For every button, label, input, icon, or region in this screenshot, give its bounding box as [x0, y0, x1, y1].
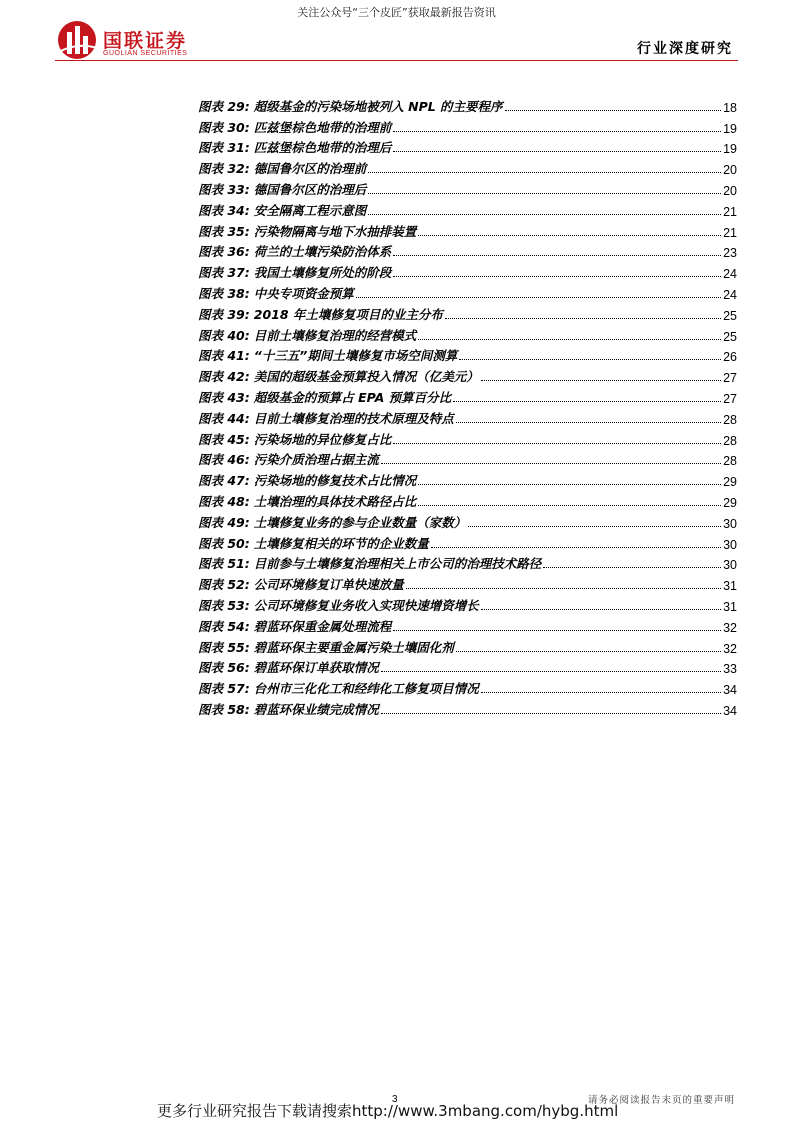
top-note: 关注公众号“三个皮匠”获取最新报告资讯: [297, 6, 496, 19]
toc-page-number: 25: [723, 308, 737, 323]
toc-page-number: 27: [723, 391, 737, 406]
toc-figure-label: 图表 50:: [198, 535, 250, 551]
toc-figure-title: 我国土壤修复所处的阶段: [253, 265, 392, 281]
toc-row[interactable]: [198, 323, 737, 344]
toc-page-number: 34: [723, 683, 737, 698]
toc-figure-title: 目前土壤修复治理的技术原理及特点: [253, 410, 454, 426]
toc-figure-title: 中央专项资金预算: [253, 285, 354, 301]
toc-row[interactable]: [198, 385, 737, 406]
toc-page-number: 25: [723, 329, 737, 344]
toc-row[interactable]: [198, 177, 737, 198]
toc-page-number: 19: [723, 121, 737, 136]
toc-dot-leader: [481, 609, 721, 610]
toc-page-number: 20: [723, 183, 737, 198]
toc-dot-leader: [393, 255, 721, 256]
toc-figure-label: 图表 43:: [198, 389, 250, 405]
report-category: 行业深度研究: [637, 41, 733, 57]
brand-name-en: GUOLIAN SECURITIES: [103, 50, 188, 57]
toc-row[interactable]: [198, 697, 737, 718]
toc-figure-label: 图表 29:: [198, 98, 250, 114]
toc-dot-leader: [456, 422, 721, 423]
toc-row[interactable]: [198, 635, 737, 656]
toc-figure-label: 图表 35:: [198, 223, 250, 239]
toc-row[interactable]: [198, 572, 737, 593]
toc-figure-title: 德国鲁尔区的治理前: [253, 161, 367, 177]
toc-figure-label: 图表 39:: [198, 306, 250, 322]
toc-row[interactable]: [198, 552, 737, 573]
toc-page-number: 27: [723, 371, 737, 386]
toc-figure-label: 图表 49:: [198, 514, 250, 530]
toc-dot-leader: [543, 567, 721, 568]
toc-page-number: 24: [723, 267, 737, 282]
toc-dot-leader: [431, 547, 721, 548]
toc-page-number: 31: [723, 599, 737, 614]
toc-page-number: 20: [723, 163, 737, 178]
toc-row[interactable]: [198, 448, 737, 469]
toc-page-number: 32: [723, 641, 737, 656]
toc-row[interactable]: [198, 281, 737, 302]
toc-page-number: 29: [723, 475, 737, 490]
toc-dot-leader: [393, 630, 721, 631]
toc-figure-title: 土壤修复相关的环节的企业数量: [253, 535, 429, 551]
toc-page-number: 33: [723, 662, 737, 677]
toc-figure-title: 德国鲁尔区的治理后: [253, 181, 367, 197]
toc-dot-leader: [418, 505, 721, 506]
toc-page-number: 23: [723, 246, 737, 261]
toc-figure-label: 图表 55:: [198, 639, 250, 655]
toc-page-number: 32: [723, 620, 737, 635]
toc-page-number: 30: [723, 558, 737, 573]
toc-figure-label: 图表 37:: [198, 265, 250, 281]
toc-row[interactable]: [198, 593, 737, 614]
toc-figure-label: 图表 44:: [198, 410, 250, 426]
toc-row[interactable]: [198, 489, 737, 510]
toc-page-number: 19: [723, 142, 737, 157]
toc-dot-leader: [381, 671, 721, 672]
toc-dot-leader: [393, 443, 721, 444]
page-number: 3: [392, 1094, 398, 1105]
toc-figure-title: 公司环境修复订单快速放量: [253, 577, 404, 593]
toc-row[interactable]: [198, 156, 737, 177]
figure-list: [198, 94, 737, 718]
brand-logo-mark: [55, 18, 99, 62]
brand-name-cn: 国联证券: [103, 30, 188, 52]
toc-figure-title: 超级基金的预算占 EPA 预算百分比: [253, 389, 452, 405]
toc-figure-title: 碧蓝环保业绩完成情况: [253, 701, 379, 717]
toc-dot-leader: [456, 651, 721, 652]
toc-dot-leader: [393, 131, 721, 132]
toc-figure-label: 图表 52:: [198, 577, 250, 593]
toc-figure-label: 图表 40:: [198, 327, 250, 343]
toc-page-number: 21: [723, 225, 737, 240]
toc-figure-label: 图表 47:: [198, 473, 250, 489]
toc-figure-title: 荷兰的土壤污染防治体系: [253, 244, 392, 260]
toc-page-number: 30: [723, 537, 737, 552]
toc-page-number: 28: [723, 433, 737, 448]
toc-figure-label: 图表 58:: [198, 701, 250, 717]
toc-figure-label: 图表 48:: [198, 493, 250, 509]
toc-page-number: 29: [723, 495, 737, 510]
toc-dot-leader: [481, 380, 721, 381]
toc-row[interactable]: [198, 302, 737, 323]
brand-logo: [55, 18, 215, 62]
toc-row[interactable]: [198, 219, 737, 240]
toc-dot-leader: [393, 276, 721, 277]
toc-figure-title: 公司环境修复业务收入实现快速增资增长: [253, 597, 479, 613]
toc-page-number: 18: [723, 100, 737, 115]
toc-row[interactable]: [198, 510, 737, 531]
toc-figure-label: 图表 51:: [198, 556, 250, 572]
footer-disclaimer: 请务必阅读报告末页的重要声明: [587, 1095, 735, 1106]
toc-figure-label: 图表 56:: [198, 660, 250, 676]
toc-row[interactable]: [198, 427, 737, 448]
toc-figure-label: 图表 38:: [198, 285, 250, 301]
toc-dot-leader: [418, 484, 721, 485]
toc-figure-title: 污染场地的异位修复占比: [253, 431, 392, 447]
toc-dot-leader: [418, 339, 721, 340]
toc-row[interactable]: [198, 468, 737, 489]
toc-dot-leader: [418, 235, 721, 236]
toc-figure-title: 匹兹堡棕色地带的治理前: [253, 119, 392, 135]
toc-figure-label: 图表 54:: [198, 618, 250, 634]
toc-dot-leader: [381, 713, 721, 714]
toc-page-number: 28: [723, 412, 737, 427]
toc-figure-title: 美国的超级基金预算投入情况（亿美元）: [253, 369, 479, 385]
toc-dot-leader: [393, 151, 721, 152]
toc-page-number: 30: [723, 516, 737, 531]
toc-page-number: 26: [723, 350, 737, 365]
toc-row[interactable]: [198, 614, 737, 635]
toc-row[interactable]: [198, 364, 737, 385]
toc-figure-label: 图表 32:: [198, 161, 250, 177]
toc-row[interactable]: [198, 344, 737, 365]
header-divider: [55, 60, 738, 61]
toc-figure-title: “十三五”期间土壤修复市场空间测算: [253, 348, 458, 364]
toc-row[interactable]: [198, 406, 737, 427]
toc-figure-label: 图表 45:: [198, 431, 250, 447]
toc-figure-title: 污染介质治理占据主流: [253, 452, 379, 468]
toc-dot-leader: [368, 193, 721, 194]
toc-figure-title: 2018 年土壤修复项目的业主分布: [253, 306, 443, 322]
toc-row[interactable]: [198, 260, 737, 281]
toc-figure-title: 匹兹堡棕色地带的治理后: [253, 140, 392, 156]
toc-figure-title: 超级基金的污染场地被列入 NPL 的主要程序: [253, 98, 503, 114]
footer-promo-text: 更多行业研究报告下载请搜索http://www.3mbang.com/hybg.html: [157, 1102, 619, 1120]
toc-figure-title: 目前土壤修复治理的经营模式: [253, 327, 417, 343]
toc-figure-label: 图表 46:: [198, 452, 250, 468]
toc-page-number: 21: [723, 204, 737, 219]
toc-row[interactable]: [198, 656, 737, 677]
toc-figure-title: 碧蓝环保重金属处理流程: [253, 618, 392, 634]
toc-figure-label: 图表 31:: [198, 140, 250, 156]
toc-dot-leader: [505, 110, 722, 111]
toc-figure-label: 图表 42:: [198, 369, 250, 385]
toc-row[interactable]: [198, 136, 737, 157]
toc-figure-label: 图表 30:: [198, 119, 250, 135]
toc-figure-title: 台州市三化化工和经纬化工修复项目情况: [253, 681, 479, 697]
toc-dot-leader: [356, 297, 721, 298]
toc-figure-title: 污染物隔离与地下水抽排装置: [253, 223, 417, 239]
toc-figure-title: 安全隔离工程示意图: [253, 202, 367, 218]
toc-dot-leader: [459, 359, 721, 360]
toc-row[interactable]: [198, 240, 737, 261]
toc-figure-title: 污染场地的修复技术占比情况: [253, 473, 417, 489]
toc-figure-label: 图表 34:: [198, 202, 250, 218]
toc-dot-leader: [406, 588, 721, 589]
toc-figure-title: 目前参与土壤修复治理相关上市公司的治理技术路径: [253, 556, 542, 572]
toc-dot-leader: [381, 463, 721, 464]
toc-page-number: 28: [723, 454, 737, 469]
toc-dot-leader: [481, 692, 721, 693]
toc-dot-leader: [445, 318, 721, 319]
toc-figure-label: 图表 33:: [198, 181, 250, 197]
toc-dot-leader: [468, 526, 721, 527]
toc-row[interactable]: [198, 676, 737, 697]
toc-dot-leader: [453, 401, 721, 402]
toc-row[interactable]: [198, 94, 737, 115]
toc-dot-leader: [368, 172, 721, 173]
toc-row[interactable]: [198, 198, 737, 219]
toc-figure-label: 图表 41:: [198, 348, 250, 364]
toc-page-number: 31: [723, 579, 737, 594]
toc-page-number: 34: [723, 703, 737, 718]
toc-figure-label: 图表 53:: [198, 597, 250, 613]
toc-figure-title: 碧蓝环保主要重金属污染土壤固化剂: [253, 639, 454, 655]
toc-row[interactable]: [198, 115, 737, 136]
toc-figure-label: 图表 36:: [198, 244, 250, 260]
toc-figure-title: 碧蓝环保订单获取情况: [253, 660, 379, 676]
toc-figure-label: 图表 57:: [198, 681, 250, 697]
toc-figure-title: 土壤修复业务的参与企业数量（家数）: [253, 514, 467, 530]
toc-row[interactable]: [198, 531, 737, 552]
toc-page-number: 24: [723, 287, 737, 302]
toc-figure-title: 土壤治理的具体技术路径占比: [253, 493, 417, 509]
toc-dot-leader: [368, 214, 721, 215]
